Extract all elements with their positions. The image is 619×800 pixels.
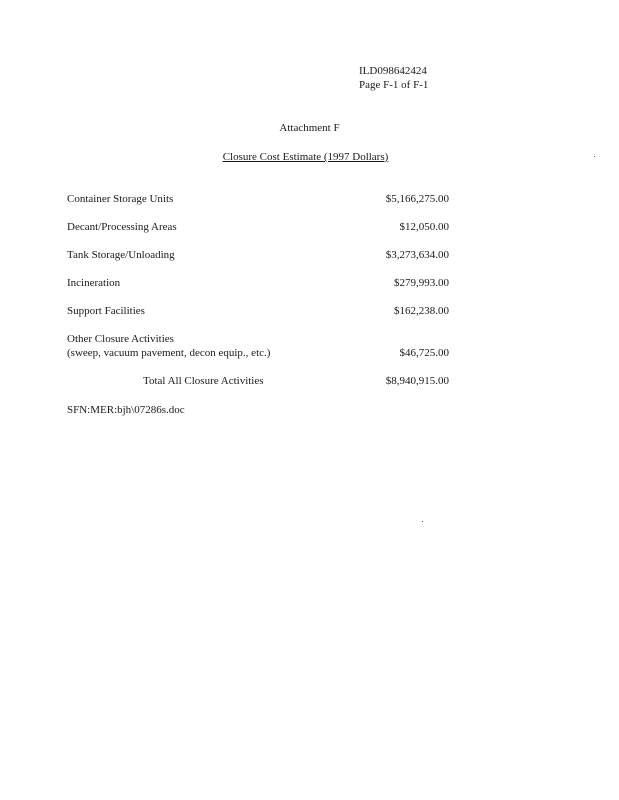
attachment-title: Attachment F — [279, 122, 340, 134]
cost-item-label: Container Storage Units — [67, 193, 174, 205]
attachment-subtitle: Closure Cost Estimate (1997 Dollars) — [222, 151, 389, 163]
cost-item-label: Tank Storage/Unloading — [67, 249, 175, 261]
cost-item-label-detail: (sweep, vacuum pavement, decon equip., etc.) — [67, 347, 271, 359]
total-value: $8,940,915.00 — [385, 375, 449, 387]
cost-item-value: $3,273,634.00 — [385, 249, 449, 261]
document-id: ILD098642424 — [359, 65, 427, 77]
cost-item-label: Support Facilities — [67, 305, 145, 317]
cost-item-value: $46,725.00 — [399, 347, 449, 359]
cost-item-value: $5,166,275.00 — [385, 193, 449, 205]
cost-item-value: $162,238.00 — [394, 305, 449, 317]
scan-speck — [594, 156, 595, 157]
cost-item-label: Incineration — [67, 277, 121, 289]
cost-item-label: Decant/Processing Areas — [67, 221, 177, 233]
cost-item-value: $12,050.00 — [399, 221, 449, 233]
cost-item-value: $279,993.00 — [394, 277, 449, 289]
total-label: Total All Closure Activities — [143, 375, 264, 387]
cost-item-label: Other Closure Activities — [67, 333, 174, 345]
page-number: Page F-1 of F-1 — [359, 79, 429, 91]
file-reference: SFN:MER:bjh\07286s.doc — [67, 404, 185, 416]
scan-speck — [422, 521, 423, 522]
